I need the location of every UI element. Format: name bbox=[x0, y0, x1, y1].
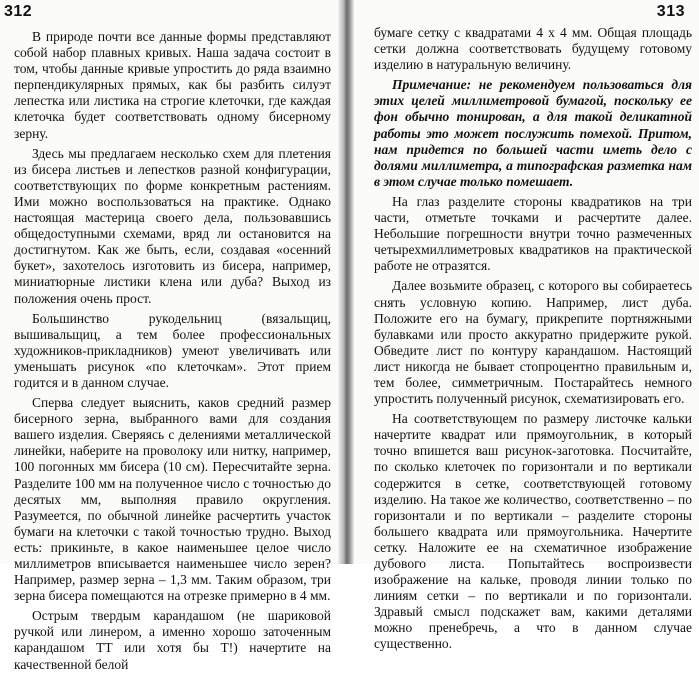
note-paragraph bbox=[374, 77, 692, 190]
note-text: не рекомендуем пользоваться для этих целей миллиметровой бумагой, поскольку ее фон обычно тонирован, а для такой деликатной работы это может послужить помехой. Притом, нам придется по большей части иметь дело с долями миллиметра, а типографская разметка нам в этом случае только помешает. bbox=[374, 77, 692, 189]
right-page bbox=[354, 0, 699, 652]
paragraph: Сперва следует выяснить, каков средний размер бисерного зерна, выбранного вами для создания вашего изделия. Сверяясь с делениями металлической линейки, наберите на проволоку или нитку, например, 100 погонных мм бисера (10 см). Пересчитайте зерна. Разделите 100 мм на полученное число с точностью до десятых мм, выполняя правило округления. Разумеется, по обычной линейке расчертить участок бумаги на клеточки с такой точностью трудно. Выход есть: прикиньте, в какое наименьшее целое число миллиметров вписывается наименьшее число зерен? Например, размер зерна – 1,3 мм. Таким образом, три зерна бисера помещаются на отрезке примерно в 4 мм. bbox=[14, 395, 331, 604]
page-number-right: 313 bbox=[656, 3, 685, 20]
book-gutter bbox=[338, 0, 354, 564]
paragraph: бумаге сетку с квадратами 4 х 4 мм. Общая площадь сетки должна соответствовать будущему готовому изделию в натуральную величину. bbox=[374, 25, 692, 73]
paragraph: Большинство рукодельниц (вязальщиц, вышивальщиц, а тем более профессиональных художников-прикладников) умеют увеличивать или уменьшать рисунок «по клеточкам». Этот прием годится и в данном случае. bbox=[14, 310, 331, 390]
note-label: Примечание: bbox=[392, 77, 472, 93]
left-page-text bbox=[14, 29, 331, 677]
right-page-text bbox=[374, 25, 692, 657]
paragraph: В природе почти все данные формы представляют собой набор плавных кривых. Наша задача состоит в том, чтобы данные кривые упростить до ряда взаимно перпендикулярных прямых, как бы разбить силуэт лепестка или листика на строгие клеточки, где каждая клеточка будет соответствовать одному бисерному зерну. bbox=[14, 29, 331, 141]
left-page bbox=[0, 0, 338, 672]
paragraph: Здесь мы предлагаем несколько схем для плетения из бисера листьев и лепестков разной конфигурации, соответствующих по форме конкретным растениям. Ими можно воспользоваться на практике. Однако настоящая мастерица своего дела, пользовавшись общедоступными схемами, вряд ли остановится на достигнутом. Как же быть, если, создавая «осенний букет», захотелось изготовить из бисера, например, миниатюрные листики клена или дуба? Выход из положения очень прост. bbox=[14, 145, 331, 306]
paragraph: Далее возьмите образец, с которого вы собираетесь снять условную копию. Например, лист дуба. Положите его на бумагу, прикрепите портняжными булавками или просто аккуратно придержите рукой. Обведите лист по контуру карандашом. Настоящий лист никогда не бывает стопроцентно правильным и, тем более, симметричным. Постарайтесь немного упростить полученный рисунок, схематизировать его. bbox=[374, 278, 692, 407]
paragraph: На соответствующем по размеру листочке кальки начертите квадрат или прямоугольник, в который точно впишется ваш рисунок-заготовка. Посчитайте, по сколько клеточек по горизонтали и по вертикали содержится в сетке, соответствующей готовому изделию. На такое же количество, соответственно – по горизонтали и по вертикали – разделите стороны большего квадрата или прямоугольника. Начертите сетку. Наложите ее на схематичное изображение дубового листа. Попытайтесь воспроизвести изображение на кальке, проводя линии только по линиям сетки – по вертикали и по горизонтали. Здравый смысл подскажет вам, какими деталями можно пренебречь, а что в данном случае существенно. bbox=[374, 411, 692, 652]
paragraph: На глаз разделите стороны квадратиков на три части, отметьте точками и расчертите далее. Небольшие погрешности внутри точно размеченных четырехмиллиметровых квадратиков на практической работе не отразятся. bbox=[374, 193, 692, 274]
paragraph: Острым твердым карандашом (не шариковой ручкой или линером, а именно хорошо заточенным карандашом ТТ или хотя бы Т!) начертите на качественной белой bbox=[14, 608, 331, 672]
page-number-left: 312 bbox=[4, 3, 33, 20]
